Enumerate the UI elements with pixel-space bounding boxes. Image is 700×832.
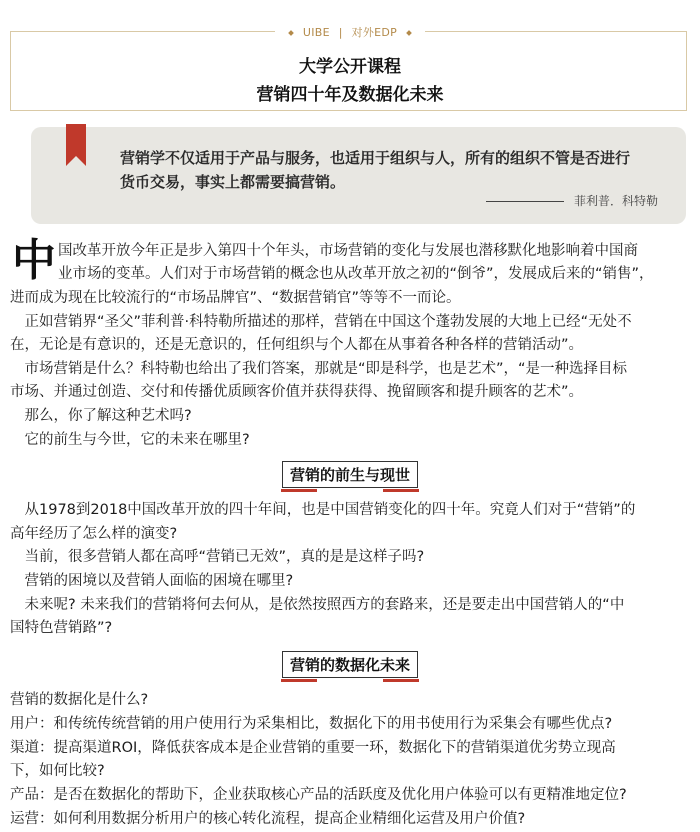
section1-line: 未来呢? 未来我们的营销将何去何从，是依然按照西方的套路来，还是要走出中国营销人的“中 [10,597,625,613]
drop-cap: 中 [12,235,56,286]
section1-line: 当前，很多营销人都在高呼“营销已无效”，真的是是这样子吗? [10,549,425,565]
section-heading [0,461,700,488]
intro-line: 市场、并通过创造、交付和传播优质顾客价值并获得获得、挽留顾客和提升顾客的艺术”。 [10,384,584,400]
section1-line: 高年经历了怎么样的演变? [10,526,178,542]
section1-line: 营销的困境以及营销人面临的困境在哪里? [10,573,294,589]
tag-left: UIBE [302,26,330,39]
intro-line: 它的前生与今世，它的未来在哪里? [10,432,250,448]
page-title: 大学公开课程 [299,57,401,77]
quote-author [486,192,658,209]
tag-right: 对外EDP [351,26,398,39]
section-heading-text: 营销的数据化未来 [289,656,410,674]
section2-line: 用户：和传统传统营销的用户使用行为采集相比，数据化下的用书使用行为采集会有哪些优点? [10,716,613,732]
section2-line: 下，如何比较? [10,763,105,779]
quote-text [120,146,680,194]
bookmark-icon [66,124,86,166]
section2-line: 渠道：提高渠道ROI，降低获客成本是企业营销的重要一环，数据化下的营销渠道优劣势立现高 [10,740,616,756]
intro-line: 国改革开放今年正是步入第四十个年头，市场营销的变化与发展也潜移默化地影响着中国商 [58,243,638,259]
intro-line: 在，无论是有意识的，还是无意识的，任何组织与个人都在从事着各种各样的营销活动”。 [10,337,584,353]
header-tag [0,24,700,40]
section-heading-box [282,461,418,488]
section-heading [0,651,700,678]
heading-accent [383,679,419,682]
intro-line: 进而成为现在比较流行的“市场品牌官”、“数据营销官”等等不一而论。 [10,290,461,306]
quote-line: 营销学不仅适用于产品与服务，也适用于组织与人，所有的组织不管是否进行 [120,149,631,167]
author-name: 菲利普．科特勒 [573,194,658,208]
section1-line: 国特色营销路”? [10,620,113,636]
divider [486,201,564,202]
page-subtitle: 营销四十年及数据化未来 [256,85,444,105]
section-heading-text: 营销的前生与现世 [289,466,410,484]
intro-line: 市场营销是什么？科特勒也给出了我们答案，那就是“即是科学，也是艺术”，“是一种选择目标 [10,361,628,377]
heading-accent [281,489,317,492]
section2-line: 营销的数据化是什么? [10,692,149,708]
diamond-icon [288,30,294,36]
heading-accent [383,489,419,492]
heading-accent [281,679,317,682]
diamond-icon [406,30,412,36]
intro-line: 正如营销界“圣父”菲利普·科特勒所描述的那样，营销在中国这个蓬勃发展的大地上已经“无处不 [10,314,632,330]
section2-line: 运营：如何利用数据分析用户的核心转化流程，提高企业精细化运营及用户价值? [10,811,526,827]
intro-line: 那么，你了解这种艺术吗? [10,408,192,424]
section-heading-box [282,651,418,678]
intro-line: 业市场的变革。人们对于市场营销的概念也从改革开放之初的“倒爷”，发展成后来的“销售”， [58,266,654,282]
quote-line: 货币交易，事实上都需要搞营销。 [120,173,346,191]
section1-line: 从1978到2018中国改革开放的四十年间，也是中国营销变化的四十年。究竟人们对于“营销”的 [10,502,636,518]
tag-separator: | [338,26,343,39]
section2-line: 产品：是否在数据化的帮助下，企业获取核心产品的活跃度及优化用户体验可以有更精准地定位? [10,787,627,803]
